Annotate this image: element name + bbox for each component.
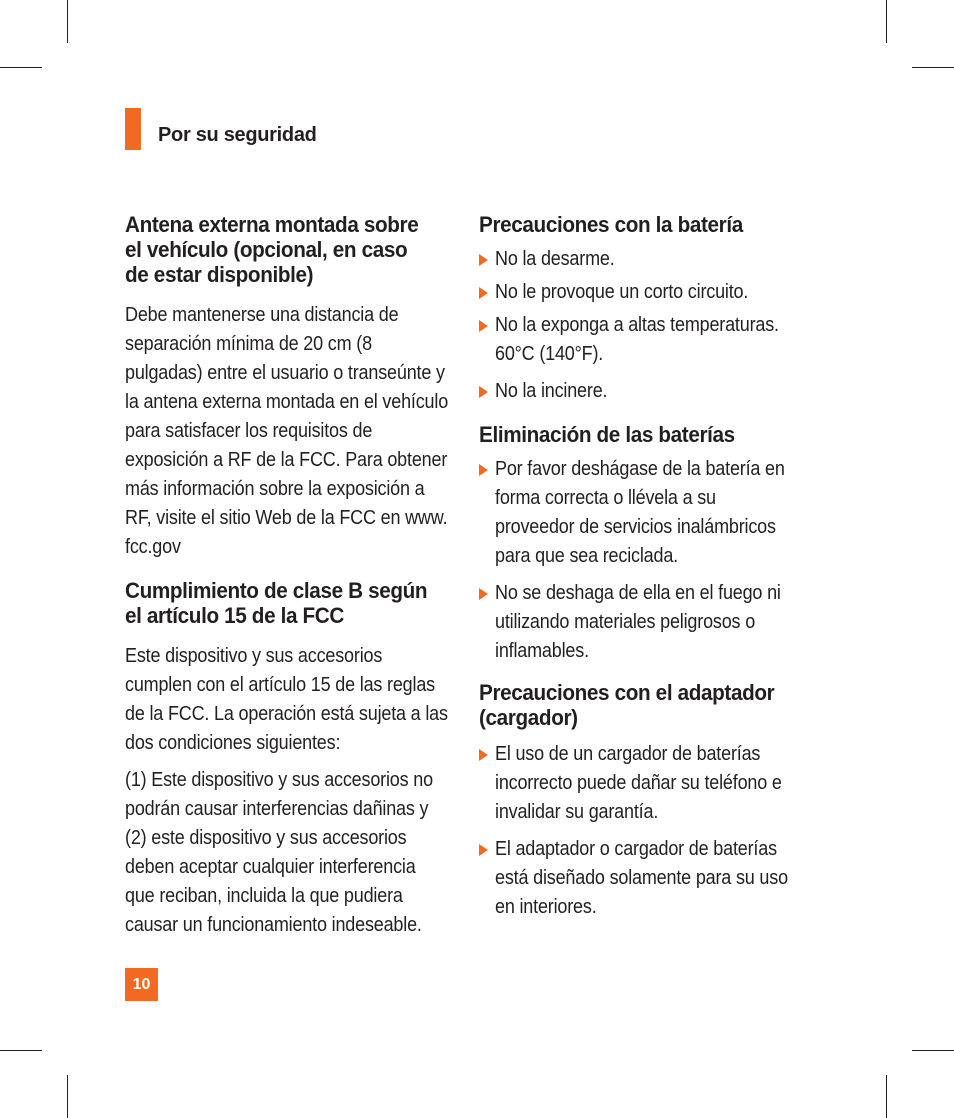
list-item-text: Por favor deshágase de la batería en forma correcta o llévela a su proveedor de servicios inalámbricos para que sea reciclada. bbox=[495, 458, 785, 567]
left-column bbox=[125, 212, 455, 940]
right-column bbox=[479, 212, 809, 922]
battery-disposal-heading: Eliminación de las baterías bbox=[479, 422, 735, 447]
crop-mark bbox=[886, 0, 887, 43]
crop-mark bbox=[0, 67, 42, 68]
list-item-text: No le provoque un corto circuito. bbox=[495, 281, 749, 303]
list-item-text: No la desarme. bbox=[495, 248, 615, 270]
page-section-title: Por su seguridad bbox=[158, 124, 317, 146]
header-accent-bar bbox=[125, 108, 141, 150]
compliance-body-1: Este dispositivo y sus accesorios cumplen con el artículo 15 de las reglas de la FCC. La operación está sujeta a las dos condiciones siguientes: bbox=[125, 645, 448, 754]
battery-precautions-list bbox=[479, 245, 809, 406]
crop-mark bbox=[912, 1050, 954, 1051]
list-item-text: El adaptador o cargador de baterías está diseñado solamente para su uso en interiores. bbox=[495, 838, 788, 918]
list-item-text: No se deshaga de ella en el fuego ni utilizando materiales peligrosos o inflamables. bbox=[495, 582, 781, 662]
list-item bbox=[479, 278, 809, 307]
triangle-bullet-icon bbox=[479, 749, 488, 761]
crop-mark bbox=[67, 0, 68, 43]
triangle-bullet-icon bbox=[479, 287, 488, 299]
list-item bbox=[479, 740, 809, 827]
crop-mark bbox=[912, 67, 954, 68]
adapter-precautions-list bbox=[479, 740, 809, 922]
triangle-bullet-icon bbox=[479, 464, 488, 476]
antenna-body: Debe mantenerse una distancia de separación mínima de 20 cm (8 pulgadas) entre el usuario o transeúnte y la antena externa montada en el vehículo para satisfacer los requisitos de exposición a RF de la FCC. Para obtener más información sobre la exposición a RF, visite el sitio Web de la FCC en www. fcc.gov bbox=[125, 304, 449, 558]
triangle-bullet-icon bbox=[479, 320, 488, 332]
crop-mark bbox=[0, 1050, 42, 1051]
compliance-heading: Cumplimiento de clase B según el artículo 15 de la FCC bbox=[125, 578, 428, 628]
battery-disposal-list bbox=[479, 455, 809, 666]
triangle-bullet-icon bbox=[479, 386, 488, 398]
antenna-heading: Antena externa montada sobre el vehículo (opcional, en caso de estar disponible) bbox=[125, 212, 419, 287]
list-item bbox=[479, 311, 809, 369]
page-number: 10 bbox=[125, 968, 158, 1001]
list-item bbox=[479, 455, 809, 571]
list-item bbox=[479, 579, 809, 666]
triangle-bullet-icon bbox=[479, 588, 488, 600]
adapter-precautions-heading: Precauciones con el adaptador (cargador) bbox=[479, 680, 775, 730]
list-item-text: No la exponga a altas temperaturas. 60°C (140°F). bbox=[495, 314, 779, 365]
crop-mark bbox=[67, 1075, 68, 1118]
triangle-bullet-icon bbox=[479, 844, 488, 856]
triangle-bullet-icon bbox=[479, 254, 488, 266]
list-item bbox=[479, 245, 809, 274]
crop-mark bbox=[886, 1075, 887, 1118]
battery-precautions-heading: Precauciones con la batería bbox=[479, 212, 743, 237]
list-item bbox=[479, 377, 809, 406]
list-item bbox=[479, 835, 809, 922]
list-item-text: No la incinere. bbox=[495, 380, 608, 402]
list-item-text: El uso de un cargador de baterías incorrecto puede dañar su teléfono e invalidar su garantía. bbox=[495, 743, 782, 823]
compliance-body-2: (1) Este dispositivo y sus accesorios no podrán causar interferencias dañinas y (2) este dispositivo y sus accesorios deben aceptar cualquier interferencia que reciban, incluida la que pudiera causar un funcionamiento indeseable. bbox=[125, 769, 433, 936]
